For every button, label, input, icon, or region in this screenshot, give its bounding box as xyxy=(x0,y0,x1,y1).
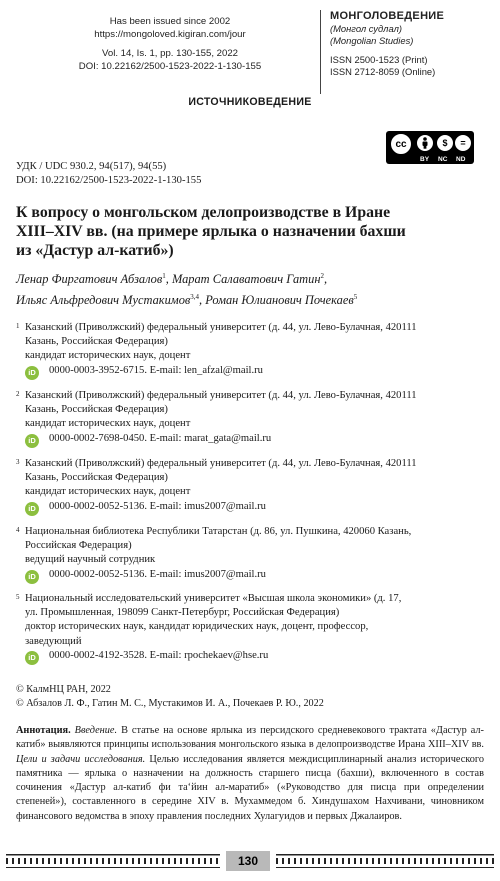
affiliation-number: 1 xyxy=(16,322,20,330)
page-footer xyxy=(0,851,500,871)
email-label: E-mail: xyxy=(149,432,182,444)
abstract-goals: Целью исследования является междисциплинарный анализ исторического памятника — ярлыка о назначении на должность старшего писца (бахши), включенного в состав сочинения «Дастур ал-катиб фи та‘йин ал-маратиб» («Руководство для писца при определении степеней»), составленного в середине XIV в. Мухаммедом б. Хиндушахом Нахчивани, чиновником финансового ведомства в эпоху правления последних Хулагуидов и первых Джалаиров. xyxy=(16,753,485,822)
email-link[interactable]: len_afzal@mail.ru xyxy=(184,364,263,376)
email-link[interactable]: imus2007@mail.ru xyxy=(184,500,266,512)
orcid-icon: iD xyxy=(25,366,39,380)
nd-equals-icon: = xyxy=(454,134,472,152)
affiliation-number: 4 xyxy=(16,526,20,534)
title-line: К вопросу о монгольском делопроизводстве в Иране xyxy=(16,204,391,221)
author-degree: кандидат исторических наук, доцент xyxy=(25,350,191,362)
email-label: E-mail: xyxy=(149,568,182,580)
author-degree: заведующий xyxy=(25,635,82,647)
article-doi: DOI: 10.22162/2500-1523-2022-1-130-155 xyxy=(16,174,202,186)
article-meta xyxy=(16,160,201,187)
affiliation-number: 2 xyxy=(16,390,20,398)
issued-since: Has been issued since 2002 xyxy=(109,16,231,27)
orcid-icon: iD xyxy=(25,434,39,448)
journal-title-mn: (Монгол судлал) xyxy=(330,23,402,35)
author-sup: 5 xyxy=(353,292,358,301)
affiliation-number: 5 xyxy=(16,593,20,601)
abstract-goals-label: Цели и задачи исследования. xyxy=(16,753,146,765)
title-line: XIII–XIV вв. (на примере ярлыка о назначении бахши xyxy=(16,223,406,240)
affiliation-number: 3 xyxy=(16,458,20,466)
footer-ornament-right xyxy=(276,854,494,868)
page-number: 130 xyxy=(226,851,270,871)
author-name: Ленар Фиргатович Абзалов xyxy=(16,272,163,287)
email-link[interactable]: imus2007@mail.ru xyxy=(184,568,266,580)
cc-by-nc-nd-icon[interactable] xyxy=(386,131,474,164)
author-name: Ильяс Альфредович Мустакимов xyxy=(16,292,191,307)
udc-code: УДК / UDC 930.2, 94(517), 94(55) xyxy=(16,161,167,172)
orcid-icon: iD xyxy=(25,570,39,584)
affiliation-org: Казанский (Приволжский) федеральный университет (д. 44, ул. Лево-Булачная, 420111 xyxy=(25,322,417,333)
license-label-nd: ND xyxy=(456,156,466,163)
affiliation-4: 4 Национальная библиотека Республики Татарстан (д. 86, ул. Пушкина, 420060 Казань, Российская Федерация) ведущий научный сотрудник iD 0000-0002-0052-5136. E-mail: imus2007@mail.ru xyxy=(16,525,500,584)
issn-print: ISSN 2500-1523 (Print) xyxy=(330,53,428,65)
license-label-nc: NC xyxy=(438,156,448,163)
email-link[interactable]: rpochekaev@hse.ru xyxy=(184,649,269,661)
author-degree: доктор исторических наук, кандидат юридических наук, доцент, профессор, xyxy=(25,621,369,633)
header-right xyxy=(330,10,495,78)
affiliation-org: Казань, Российская Федерация) xyxy=(25,404,168,416)
affiliation-3: 3 Казанский (Приволжский) федеральный университет (д. 44, ул. Лево-Булачная, 420111 Казань, Российская Федерация) кандидат исторических наук, доцент iD 0000-0002-0052-5136. E-mail: imus2007@mail.ru xyxy=(16,457,500,516)
author-sup: 2 xyxy=(320,272,324,280)
author-degree: кандидат исторических наук, доцент xyxy=(25,486,191,498)
journal-title-en: (Mongolian Studies) xyxy=(330,35,414,47)
section-title: ИСТОЧНИКОВЕДЕНИЕ xyxy=(188,96,312,108)
abstract-intro-label: Введение. xyxy=(74,725,118,736)
orcid-id[interactable]: 0000-0002-0052-5136 xyxy=(49,500,145,512)
license-label-by: BY xyxy=(420,156,430,163)
footer-ornament-left xyxy=(6,854,220,868)
volume-info: Vol. 14, Is. 1, pp. 130-155, 2022 xyxy=(101,48,238,59)
article-title xyxy=(16,203,488,260)
orcid-icon: iD xyxy=(25,502,39,516)
affiliation-5: 5 Национальный исследовательский университет «Высшая школа экономики» (д. 17, ул. Промышленная, 198099 Санкт-Петербург, Российская Федерация) доктор исторических наук, кандидат юридических наук, доцент, профессор, заведующий iD 0000-0002-4192-3528. E-mail: rpochekaev@hse.ru xyxy=(16,592,500,665)
abstract-label: Аннотация. xyxy=(16,725,71,736)
affiliation-org: Национальный исследовательский университет «Высшая школа экономики» (д. 17, xyxy=(25,593,402,604)
issn-online: ISSN 2712-8059 (Online) xyxy=(330,65,436,77)
journal-url[interactable]: https://mongoloved.kigiran.com/jour xyxy=(94,28,246,40)
orcid-icon: iD xyxy=(25,651,39,665)
affiliation-org: Российская Федерация) xyxy=(25,540,132,552)
affiliation-org: Казанский (Приволжский) федеральный университет (д. 44, ул. Лево-Булачная, 420111 xyxy=(25,458,417,469)
header-left xyxy=(50,16,290,73)
email-link[interactable]: marat_gata@mail.ru xyxy=(184,432,272,444)
journal-title: МОНГОЛОВЕДЕНИЕ xyxy=(330,10,445,22)
abstract-intro: В статье на основе ярлыка из персидского средневекового трактата «Дастур ал-катиб» выявляются принципы использования монгольского языка в делопроизводстве Ирана XIII–XIV вв. xyxy=(16,725,484,751)
author-name: Роман Юлианович Почекаев xyxy=(205,292,354,307)
affiliation-org: ул. Промышленная, 198099 Санкт-Петербург, Российская Федерация) xyxy=(25,607,340,619)
author-name: Марат Салаватович Гатин xyxy=(171,272,321,287)
copyright-line: © Абзалов Л. Ф., Гатин М. С., Мустакимов И. А., Почекаев Р. Ю., 2022 xyxy=(16,697,324,709)
copyright-line: © КалмНЦ РАН, 2022 xyxy=(16,684,111,695)
title-line: из «Дастур ал-катиб») xyxy=(16,242,174,259)
affiliation-org: Казанский (Приволжский) федеральный университет (д. 44, ул. Лево-Булачная, 420111 xyxy=(25,390,417,401)
author-degree: ведущий научный сотрудник xyxy=(25,554,156,566)
email-label: E-mail: xyxy=(149,649,182,661)
affiliation-org: Национальная библиотека Республики Татарстан (д. 86, ул. Пушкина, 420060 Казань, xyxy=(25,526,412,537)
cc-logo-icon: cc xyxy=(390,133,412,155)
author-sup: 3,4 xyxy=(190,292,200,301)
author-sup: 1 xyxy=(162,272,166,280)
orcid-id[interactable]: 0000-0002-7698-0450 xyxy=(49,432,145,444)
header-doi: DOI: 10.22162/2500-1523-2022-1-130-155 xyxy=(78,60,262,72)
affiliation-org: Казань, Российская Федерация) xyxy=(25,472,168,484)
orcid-id[interactable]: 0000-0002-4192-3528 xyxy=(49,649,145,661)
affiliation-2: 2 Казанский (Приволжский) федеральный университет (д. 44, ул. Лево-Булачная, 420111 Казань, Российская Федерация) кандидат исторических наук, доцент iD 0000-0002-7698-0450. E-mail: marat_gata@mail.ru xyxy=(16,389,500,448)
email-label: E-mail: xyxy=(149,500,182,512)
author-degree: кандидат исторических наук, доцент xyxy=(25,418,191,430)
by-person-icon xyxy=(416,134,434,152)
nc-dollar-icon: $ xyxy=(436,134,454,152)
copyright-block xyxy=(16,683,324,710)
email-label: E-mail: xyxy=(149,364,182,376)
orcid-id[interactable]: 0000-0002-0052-5136 xyxy=(49,568,145,580)
author-list: Ленар Фиргатович Абзалов$^1$, Марат Салаватович Гатин$^2$, Ильяс Альфредович Мустакимов$^{3,4}$, Роман Юлианович Почекаев$^5$ xyxy=(16,272,358,307)
orcid-id[interactable]: 0000-0003-3952-6715 xyxy=(49,364,145,376)
abstract xyxy=(16,724,484,824)
affiliation-1: 1 Казанский (Приволжский) федеральный университет (д. 44, ул. Лево-Булачная, 420111 Казань, Российская Федерация) кандидат исторических наук, доцент iD 0000-0003-3952-6715. E-mail: len_afzal@mail.ru xyxy=(16,321,500,380)
affiliation-org: Казань, Российская Федерация) xyxy=(25,336,168,348)
header-divider xyxy=(320,10,321,94)
